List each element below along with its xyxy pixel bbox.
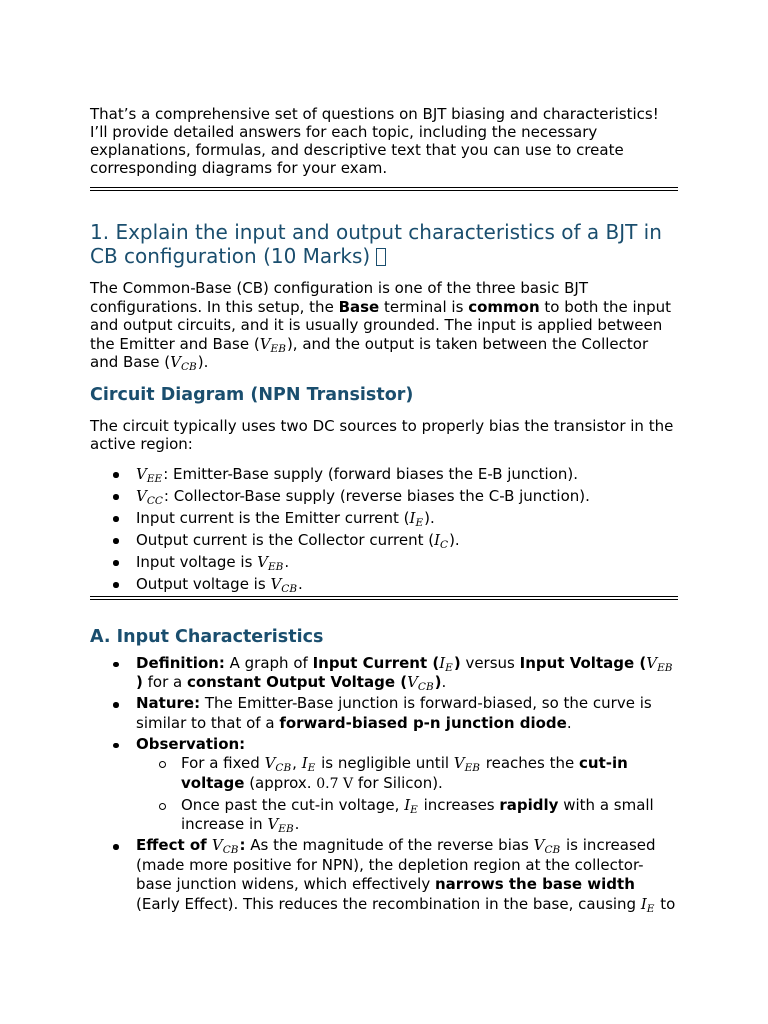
bold-text: rapidly [499, 795, 559, 814]
text-run: A graph of [224, 653, 313, 672]
text-run: , [292, 754, 302, 772]
text-run: The circuit typically uses two DC sources to properly bias the transistor in the active region: [90, 417, 674, 453]
text-run: For a fixed [181, 754, 265, 772]
math-subscript: E [415, 517, 424, 529]
missing-glyph-icon [376, 248, 386, 266]
bullet-item [136, 509, 678, 527]
input-characteristics-list [90, 654, 678, 915]
bullet-item [136, 531, 678, 549]
bullet-text [136, 735, 245, 753]
math-variable: V [646, 653, 658, 672]
math-symbol [404, 796, 419, 814]
math-subscript: EB [657, 661, 673, 674]
math-variable: I [439, 653, 446, 672]
math-variable: V [264, 754, 276, 772]
text-run: The Common-Base (CB) configuration is one of the three basic BJT configurations. In this setup, the [90, 279, 588, 316]
math-variable: V [136, 487, 147, 505]
math-symbol [434, 531, 449, 549]
math-subscript: EE [146, 473, 163, 485]
math-symbol [257, 553, 284, 571]
text-run: is increased (made more positive for NPN), the depletion region at the collector-base junction widens, which effectively [136, 836, 656, 893]
math-subscript: C [440, 539, 449, 551]
math-subscript: EB [278, 823, 294, 835]
bold-text: Definition: [136, 653, 225, 672]
text-run: to both the input and output circuits, and it is usually grounded. The input is applied between the Emitter and Base ( [90, 297, 672, 353]
bullet-item [136, 836, 678, 914]
math-symbol [212, 836, 240, 854]
bullet-item [136, 735, 678, 835]
text-run: ). [449, 531, 460, 549]
bold-text: Input Voltage ( [519, 653, 647, 672]
circuit-diagram-heading: Circuit Diagram (NPN Transistor) [90, 385, 414, 405]
math-variable: I [301, 754, 308, 772]
text-run: (Early Effect). This reduces the recombination in the base, causing [136, 894, 641, 913]
math-variable: I [404, 795, 411, 814]
math-symbol [439, 654, 454, 672]
text-run: with a small increase in [181, 795, 654, 833]
bold-text: Nature: [136, 694, 201, 712]
math-symbol [646, 654, 673, 672]
bold-text: forward-biased p-n junction diode [279, 713, 567, 732]
text-run: . [566, 713, 572, 732]
sub-bullet-item [181, 796, 678, 835]
math-subscript: CB [275, 762, 292, 774]
math-subscript: CB [544, 844, 561, 856]
math-variable: I [640, 894, 647, 913]
math-symbol [265, 754, 293, 772]
double-rule-divider [90, 596, 678, 600]
bold-text: ) [434, 673, 442, 691]
math-variable: V [257, 553, 269, 571]
math-subscript: CC [146, 495, 163, 507]
document-content [90, 105, 678, 914]
math-symbol [270, 575, 298, 593]
math-symbol [641, 895, 656, 913]
bold-text: Observation: [136, 734, 246, 753]
math-symbol [136, 487, 164, 505]
math-symbol [136, 465, 163, 483]
text-run: . [298, 575, 303, 593]
math-variable: V [259, 334, 271, 353]
sub-bullet-item [181, 754, 678, 794]
text-run: (approx. [244, 773, 317, 792]
text-run: is negligible until [316, 754, 454, 772]
text-run: ). [424, 509, 435, 527]
text-run: versus [460, 653, 520, 672]
input-characteristics-heading: A. Input Characteristics [90, 627, 324, 647]
math-subscript: E [307, 762, 316, 774]
math-symbol [410, 509, 425, 527]
text-run: for a [142, 673, 187, 691]
math-subscript: EB [464, 762, 481, 774]
bold-text: cut-in voltage [181, 754, 628, 792]
text-run: Input voltage is [136, 553, 258, 571]
math-symbol [170, 353, 198, 371]
bold-text: Base [338, 297, 380, 316]
circuit-description [90, 417, 678, 453]
bold-text: constant Output Voltage ( [186, 673, 408, 691]
math-symbol [267, 815, 294, 833]
text-run: . [294, 815, 300, 833]
bullet-item [136, 575, 678, 593]
text-run: ). [197, 353, 209, 371]
section-title: 1. Explain the input and output characteristics of a BJT in CB configuration (10 Marks) [90, 220, 662, 268]
bullet-item [136, 654, 678, 693]
text-run: reaches the [481, 754, 580, 772]
bullet-item [136, 487, 678, 505]
text-run: to [655, 894, 676, 913]
math-subscript: E [410, 803, 418, 816]
bold-text: : [239, 836, 246, 854]
text-run: Once past the cut-in voltage, [181, 795, 405, 814]
bold-text: Input Current ( [312, 653, 440, 672]
double-rule-divider [90, 187, 678, 191]
math-subscript: E [445, 661, 453, 674]
bold-text: ) [453, 653, 461, 672]
math-variable: V [407, 673, 418, 691]
math-value: 0.7 V [316, 775, 354, 792]
text-run: The Emitter-Base junction is forward-biased, so the curve is similar to that of a [136, 694, 652, 732]
text-run: for Silicon). [353, 773, 443, 792]
math-subscript: CB [281, 583, 298, 595]
bullet-item [136, 553, 678, 571]
text-run: . [441, 673, 447, 691]
text-run: : Emitter-Base supply (forward biases the E-B junction). [163, 465, 579, 483]
bold-text: ) [136, 673, 143, 691]
bullet-item [136, 694, 678, 733]
section-intro-paragraph [90, 279, 678, 372]
math-symbol [302, 754, 317, 772]
text-run: : Collector-Base supply (reverse biases the C-B junction). [163, 487, 590, 505]
math-variable: I [434, 531, 441, 549]
math-subscript: EB [270, 342, 286, 355]
text-run: ), and the output is taken between the Collector and Base ( [90, 334, 649, 371]
math-variable: V [170, 353, 181, 371]
math-subscript: CB [180, 361, 197, 373]
bold-text: narrows the base width [434, 875, 635, 893]
text-run: increases [418, 795, 500, 814]
math-variable: I [409, 509, 416, 527]
math-variable: V [136, 465, 147, 483]
math-subscript: CB [417, 681, 434, 693]
text-run: Output voltage is [136, 575, 271, 593]
text-run: That’s a comprehensive set of questions on BJT biasing and characteristics! I’ll provide detailed answers for each topic, including the necessary explanations, formulas, and descriptive text that you can use to create corresponding diagrams for your exam. [90, 105, 659, 177]
text-run: As the magnitude of the reverse bias [245, 836, 534, 854]
section-heading [90, 220, 678, 268]
math-variable: V [453, 754, 465, 772]
math-variable: V [267, 815, 279, 833]
text-run: . [284, 553, 290, 571]
math-variable: V [211, 836, 223, 854]
math-symbol [407, 673, 435, 691]
bold-text: Effect of [136, 836, 212, 854]
math-subscript: CB [222, 844, 239, 856]
math-symbol [260, 335, 287, 353]
math-variable: V [533, 836, 545, 854]
math-subscript: EB [268, 561, 284, 573]
text-run: terminal is [379, 297, 469, 316]
bullet-item [136, 465, 678, 483]
math-symbol [454, 754, 481, 772]
math-variable: V [270, 575, 282, 593]
sub-bullet-list [136, 754, 678, 835]
math-symbol [534, 836, 562, 854]
circuit-bullet-list [90, 465, 678, 593]
math-subscript: E [646, 902, 655, 915]
bold-text: common [468, 297, 540, 316]
text-run: Input current is the Emitter current ( [136, 509, 410, 527]
text-run: Output current is the Collector current ( [136, 531, 435, 549]
intro-paragraph [90, 105, 678, 177]
